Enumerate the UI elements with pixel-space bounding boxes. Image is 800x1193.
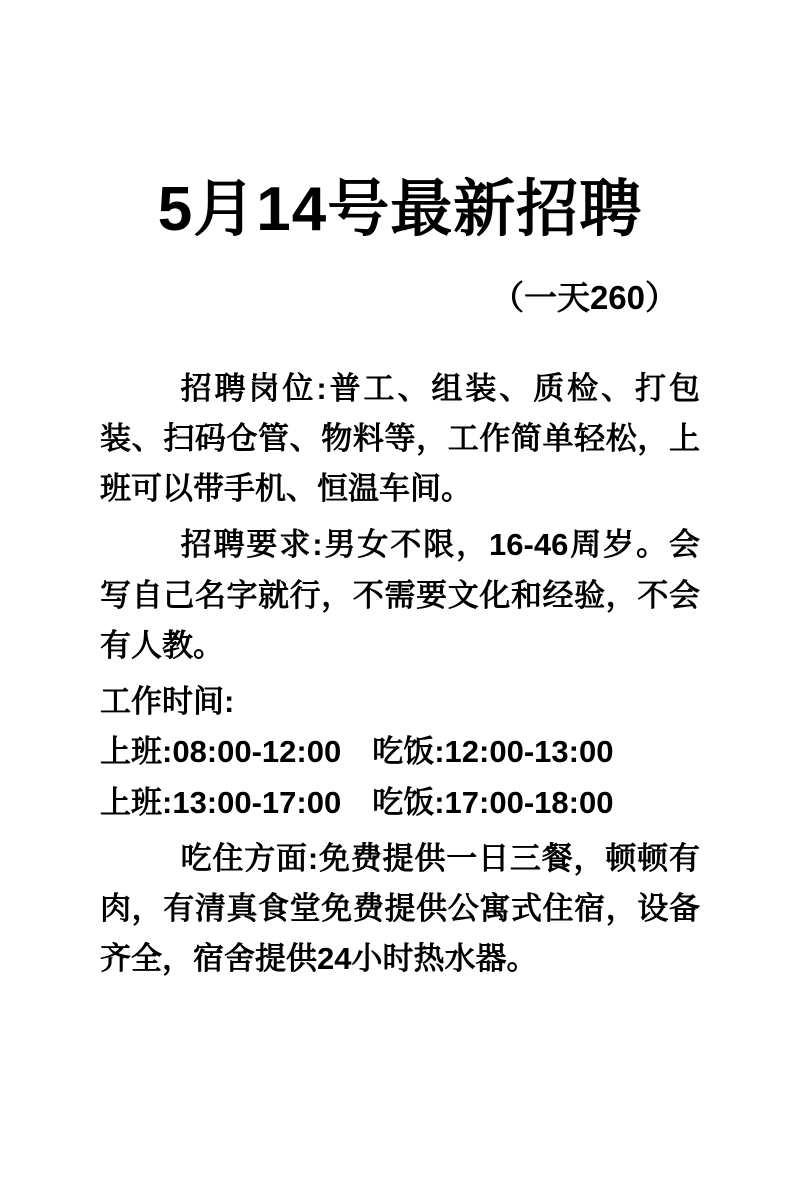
job-positions-paragraph: 招聘岗位:普工、组装、质检、打包装、扫码仓管、物料等，工作简单轻松，上班可以带手机、恒温车间。 [100,370,700,507]
page-title: 5月14号最新招聘 [157,175,643,244]
job-requirements-paragraph: 招聘要求:男女不限，16-46周岁。会写自己名字就行，不需要文化和经验，不会有人教。 [100,527,700,663]
poster-body [100,318,700,985]
accommodation-paragraph: 吃住方面:免费提供一日三餐，顿顿有肉，有清真食堂免费提供公寓式住宿，设备齐全，宿舍提供24小时热水器。 [100,840,700,977]
schedule-line-afternoon: 上班:13:00-17:00 吃饭:17:00-18:00 [100,784,614,820]
work-time-label: 工作时间: [100,684,235,720]
daily-wage-subtitle: （一天260） [490,279,678,317]
schedule-line-morning: 上班:08:00-12:00 吃饭:12:00-13:00 [100,734,614,770]
